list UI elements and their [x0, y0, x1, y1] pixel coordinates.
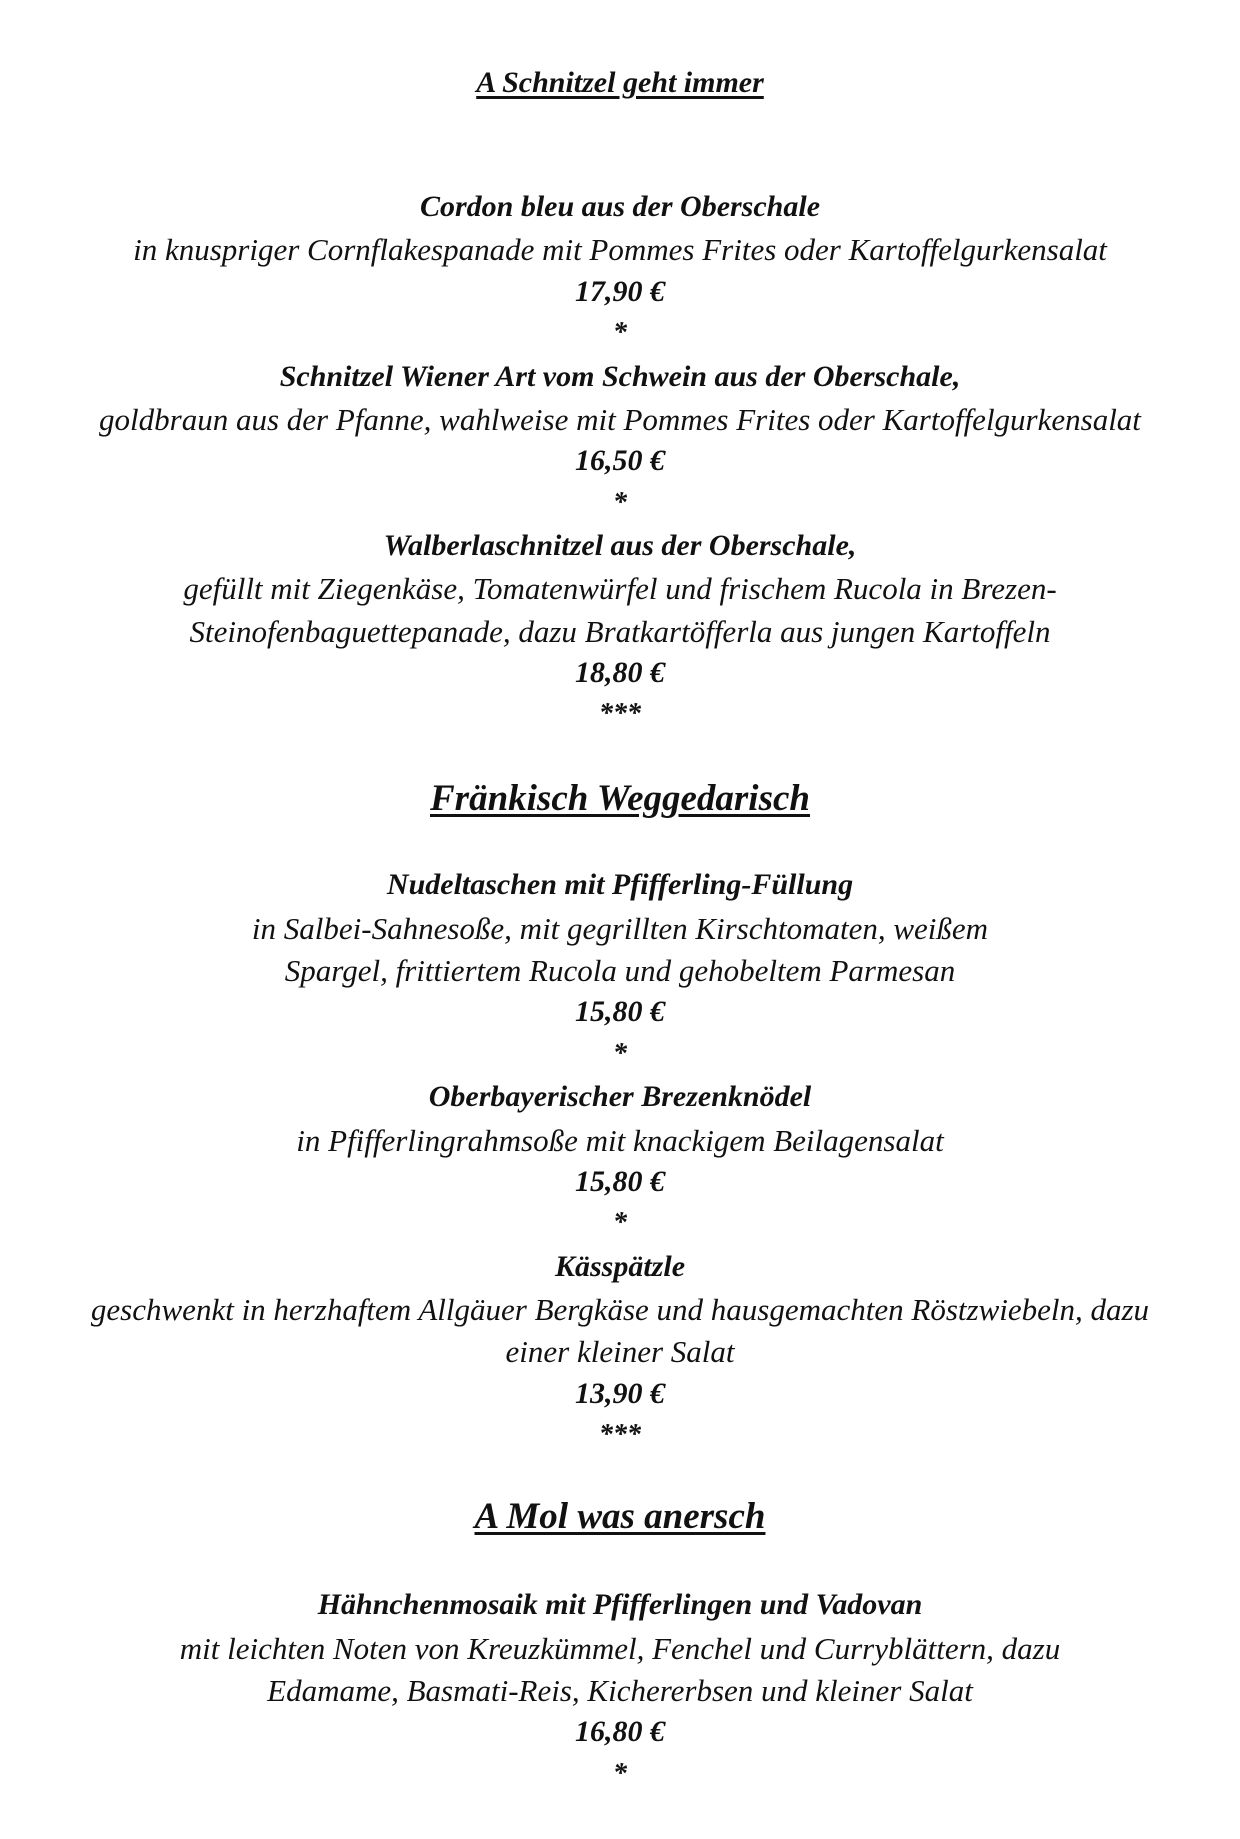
- dish-price: 16,80 €: [575, 1715, 665, 1748]
- dish-separator: ***: [599, 1419, 641, 1450]
- dish-separator: ***: [599, 698, 641, 729]
- dish-description: geschwenkt in herzhaftem Allgäuer Bergkäse und hausgemachten Röstzwiebeln, dazu: [90, 1292, 1150, 1327]
- dish-name: Schnitzel Wiener Art vom Schwein aus der Oberschale,: [279, 360, 961, 393]
- dish-name: Cordon bleu aus der Oberschale: [419, 190, 821, 223]
- dish-description: goldbraun aus der Pfanne, wahlweise mit Pommes Frites oder Kartoffelgurkensalat: [99, 402, 1141, 437]
- dish-description: mit leichten Noten von Kreuzkümmel, Fenchel und Curryblättern, dazu: [179, 1631, 1061, 1666]
- dish-separator: *: [613, 317, 627, 348]
- dish-price: 18,80 €: [575, 656, 665, 689]
- dish-price: 15,80 €: [575, 1165, 665, 1198]
- dish-description: gefüllt mit Ziegenkäse, Tomatenwürfel und frischem Rucola in Brezen-: [183, 571, 1057, 606]
- dish-description: Spargel, frittiertem Rucola und gehobeltem Parmesan: [284, 953, 956, 988]
- dish-name: Hähnchenmosaik mit Pfifferlingen und Vadovan: [317, 1588, 923, 1621]
- dish-description: einer kleiner Salat: [505, 1334, 735, 1369]
- dish-separator: *: [613, 487, 627, 518]
- section-title: A Schnitzel geht immer: [476, 66, 764, 99]
- dish-name: Oberbayerischer Brezenknödel: [428, 1080, 812, 1113]
- dish-price: 16,50 €: [575, 444, 665, 477]
- dish-separator: *: [613, 1758, 627, 1789]
- dish-description: Steinofenbaguettepanade, dazu Bratkartöfferla aus jungen Kartoffeln: [189, 614, 1051, 649]
- dish-description: Edamame, Basmati-Reis, Kichererbsen und kleiner Salat: [267, 1673, 973, 1708]
- dish-price: 13,90 €: [575, 1377, 665, 1410]
- dish-separator: *: [613, 1038, 627, 1069]
- dish-description: in knuspriger Cornflakespanade mit Pommes Frites oder Kartoffelgurkensalat: [133, 232, 1107, 267]
- dish-price: 15,80 €: [575, 995, 665, 1028]
- dish-description: in Pfifferlingrahmsoße mit knackigem Beilagensalat: [296, 1123, 944, 1158]
- dish-price: 17,90 €: [575, 275, 665, 308]
- section-title: A Mol was anersch: [474, 1496, 766, 1537]
- dish-separator: *: [613, 1207, 627, 1238]
- dish-description: in Salbei-Sahnesoße, mit gegrillten Kirschtomaten, weißem: [251, 911, 989, 946]
- section-title: Fränkisch Weggedarisch: [430, 778, 810, 819]
- dish-name: Walberlaschnitzel aus der Oberschale,: [383, 529, 857, 562]
- dish-name: Kässpätzle: [554, 1250, 686, 1283]
- dish-name: Nudeltaschen mit Pfifferling-Füllung: [386, 868, 854, 901]
